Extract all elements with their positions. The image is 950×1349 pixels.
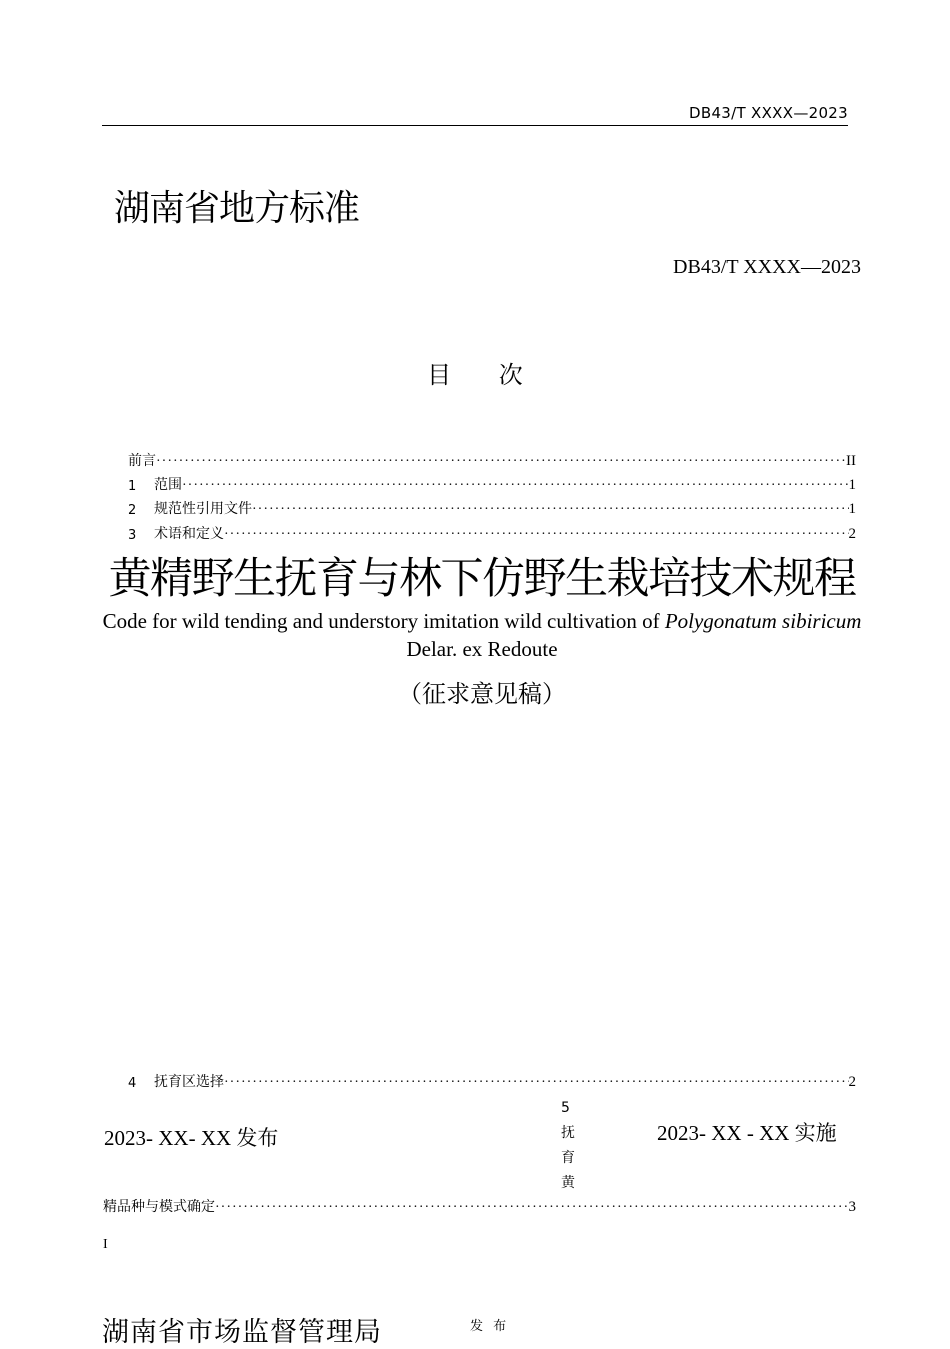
vertical-char: 5 [561, 1100, 570, 1116]
toc-item-page: II [846, 453, 856, 469]
header-rule [102, 125, 848, 126]
toc-leader-dots [252, 502, 849, 518]
publish-label: 发 布 [470, 1319, 510, 1334]
toc-item-label: 范围 [154, 477, 182, 493]
title-en-species: Polygonatum sibiricum [664, 609, 862, 633]
toc-item-number: 3 [128, 528, 137, 543]
toc-item-label: 规范性引用文件 [154, 501, 252, 517]
toc-item-label: 精品种与模式确定 [103, 1199, 215, 1215]
running-header-code: DB43/T XXXX—2023 [689, 104, 848, 122]
toc-title: 目 次 [427, 361, 523, 389]
title-en-prefix: Code for wild tending and understory imitation wild cultivation of [102, 609, 665, 633]
toc-item-number: 2 [128, 503, 137, 518]
toc-overflow-vertical-text [561, 1096, 579, 1196]
vertical-char: 黄 [561, 1175, 575, 1191]
toc-item-number: 1 [128, 479, 137, 494]
toc-item-number: 4 [128, 1076, 137, 1091]
toc-leader-dots [182, 478, 849, 494]
toc-item-tending-area[interactable] [128, 1071, 856, 1091]
release-date: 2023- XX- XX 发布 [104, 1126, 279, 1150]
toc-item-terms-definitions[interactable] [128, 523, 856, 543]
toc-item-page: 3 [848, 1199, 856, 1215]
toc-item-page: 1 [848, 501, 856, 517]
vertical-char: 抚 [561, 1125, 575, 1141]
standard-code: DB43/T XXXX—2023 [673, 256, 861, 278]
toc-leader-dots [156, 454, 846, 470]
toc-item-normative-references[interactable] [128, 498, 856, 518]
document-title-en [0, 607, 950, 663]
toc-leader-dots [215, 1200, 849, 1216]
toc-leader-dots [224, 527, 849, 543]
standard-type-title: 湖南省地方标准 [114, 188, 360, 229]
toc-item-label: 前言 [128, 453, 156, 469]
toc-item-page: 1 [848, 477, 856, 493]
vertical-char: 育 [561, 1150, 575, 1166]
toc-item-label: 抚育区选择 [154, 1074, 224, 1090]
draft-label: （征求意见稿） [398, 682, 566, 708]
issuing-authority: 湖南省市场监督管理局 [102, 1317, 382, 1348]
document-title-cn: 黄精野生抚育与林下仿野生栽培技术规程 [108, 554, 856, 604]
toc-item-label: 术语和定义 [154, 526, 224, 542]
page-number: I [103, 1237, 108, 1252]
toc-item-variety-mode[interactable] [103, 1196, 856, 1216]
toc-item-page: 2 [848, 526, 856, 542]
toc-item-page: 2 [848, 1074, 856, 1090]
toc-item-foreword[interactable] [128, 450, 856, 470]
implementation-date: 2023- XX - XX 实施 [657, 1121, 837, 1145]
title-en-suffix: Delar. ex Redoute [406, 637, 558, 661]
toc-leader-dots [224, 1075, 849, 1091]
toc-item-scope[interactable] [128, 474, 856, 494]
